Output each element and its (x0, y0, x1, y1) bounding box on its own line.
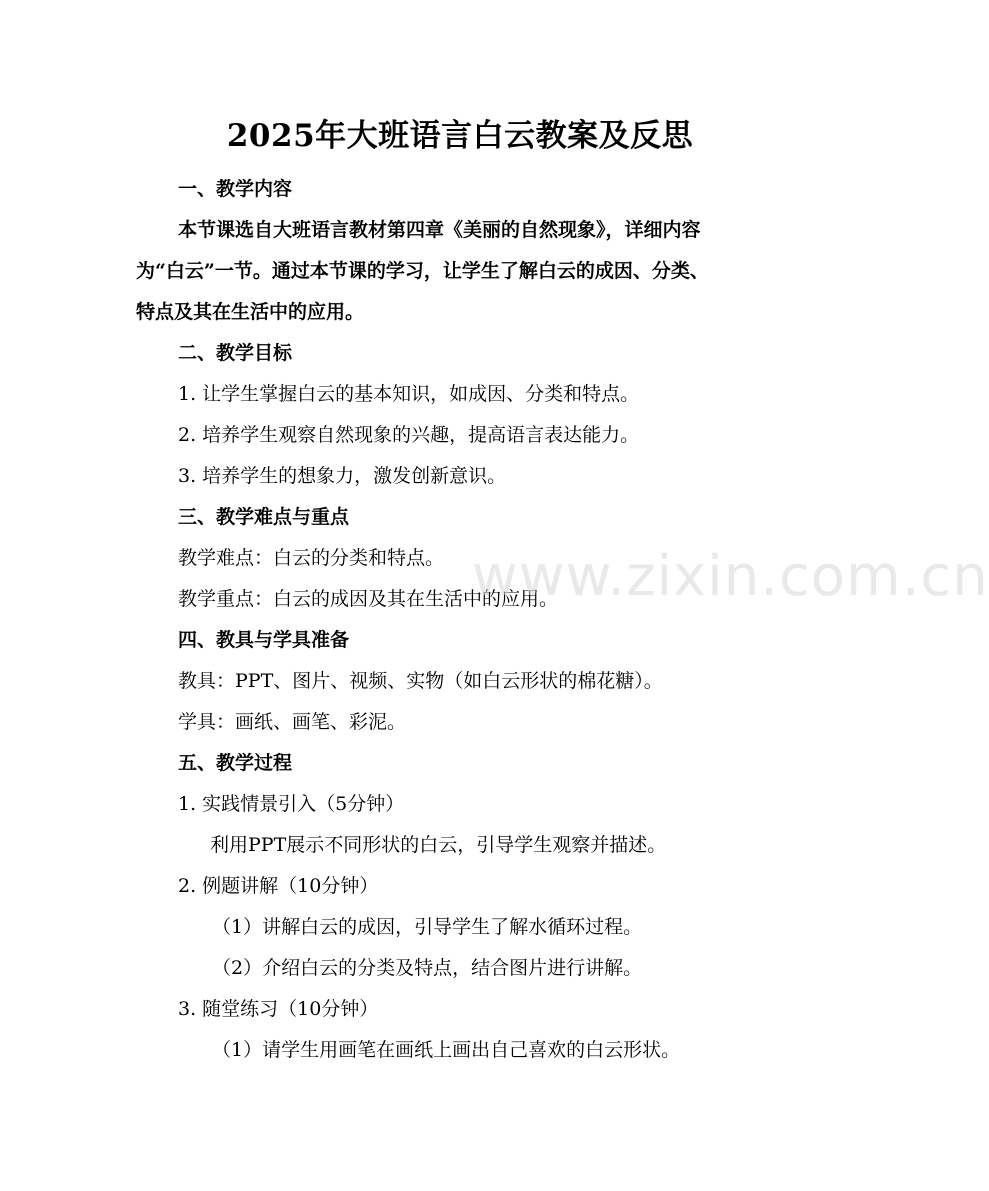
list-item: 3. 培养学生的想象力，激发创新意识。 (178, 465, 507, 487)
section-heading-process: 五、教学过程 (178, 752, 293, 774)
watermark: www.zixin.com.cn (472, 544, 989, 609)
paragraph-line: 教学重点：白云的成因及其在生活中的应用。 (178, 588, 559, 610)
paragraph-line: 学具：画纸、画笔、彩泥。 (178, 711, 407, 733)
paragraph-line: 教具：PPT、图片、视频、实物（如白云形状的棉花糖）。 (178, 670, 663, 692)
sub-list-item: （2）介绍白云的分类及特点，结合图片进行讲解。 (212, 957, 643, 979)
paragraph-line: 教学难点：白云的分类和特点。 (178, 547, 445, 569)
section-heading-key-points: 三、教学难点与重点 (178, 506, 350, 528)
section-heading-materials: 四、教具与学具准备 (178, 629, 350, 651)
document-title: 2025年大班语言白云教案及反思 (226, 118, 694, 154)
section-heading-content: 一、教学内容 (178, 178, 293, 200)
list-item: 2. 培养学生观察自然现象的兴趣，提高语言表达能力。 (178, 424, 640, 446)
paragraph-line: 本节课选自大班语言教材第四章《美丽的自然现象》，详细内容 (178, 219, 701, 241)
list-item: 1. 实践情景引入（5分钟） (178, 793, 405, 815)
list-item: 2. 例题讲解（10分钟） (178, 875, 379, 897)
paragraph-line: 利用PPT展示不同形状的白云，引导学生观察并描述。 (210, 834, 667, 856)
list-item: 3. 随堂练习（10分钟） (178, 998, 379, 1020)
list-item: 1. 让学生掌握白云的基本知识，如成因、分类和特点。 (178, 383, 640, 405)
sub-list-item: （1）请学生用画笔在画纸上画出自己喜欢的白云形状。 (212, 1039, 681, 1061)
paragraph-line: 为“白云”一节。通过本节课的学习，让学生了解白云的成因、分类、 (136, 260, 709, 282)
paragraph-line: 特点及其在生活中的应用。 (136, 301, 365, 323)
sub-list-item: （1）讲解白云的成因，引导学生了解水循环过程。 (212, 916, 643, 938)
section-heading-goals: 二、教学目标 (178, 342, 293, 364)
